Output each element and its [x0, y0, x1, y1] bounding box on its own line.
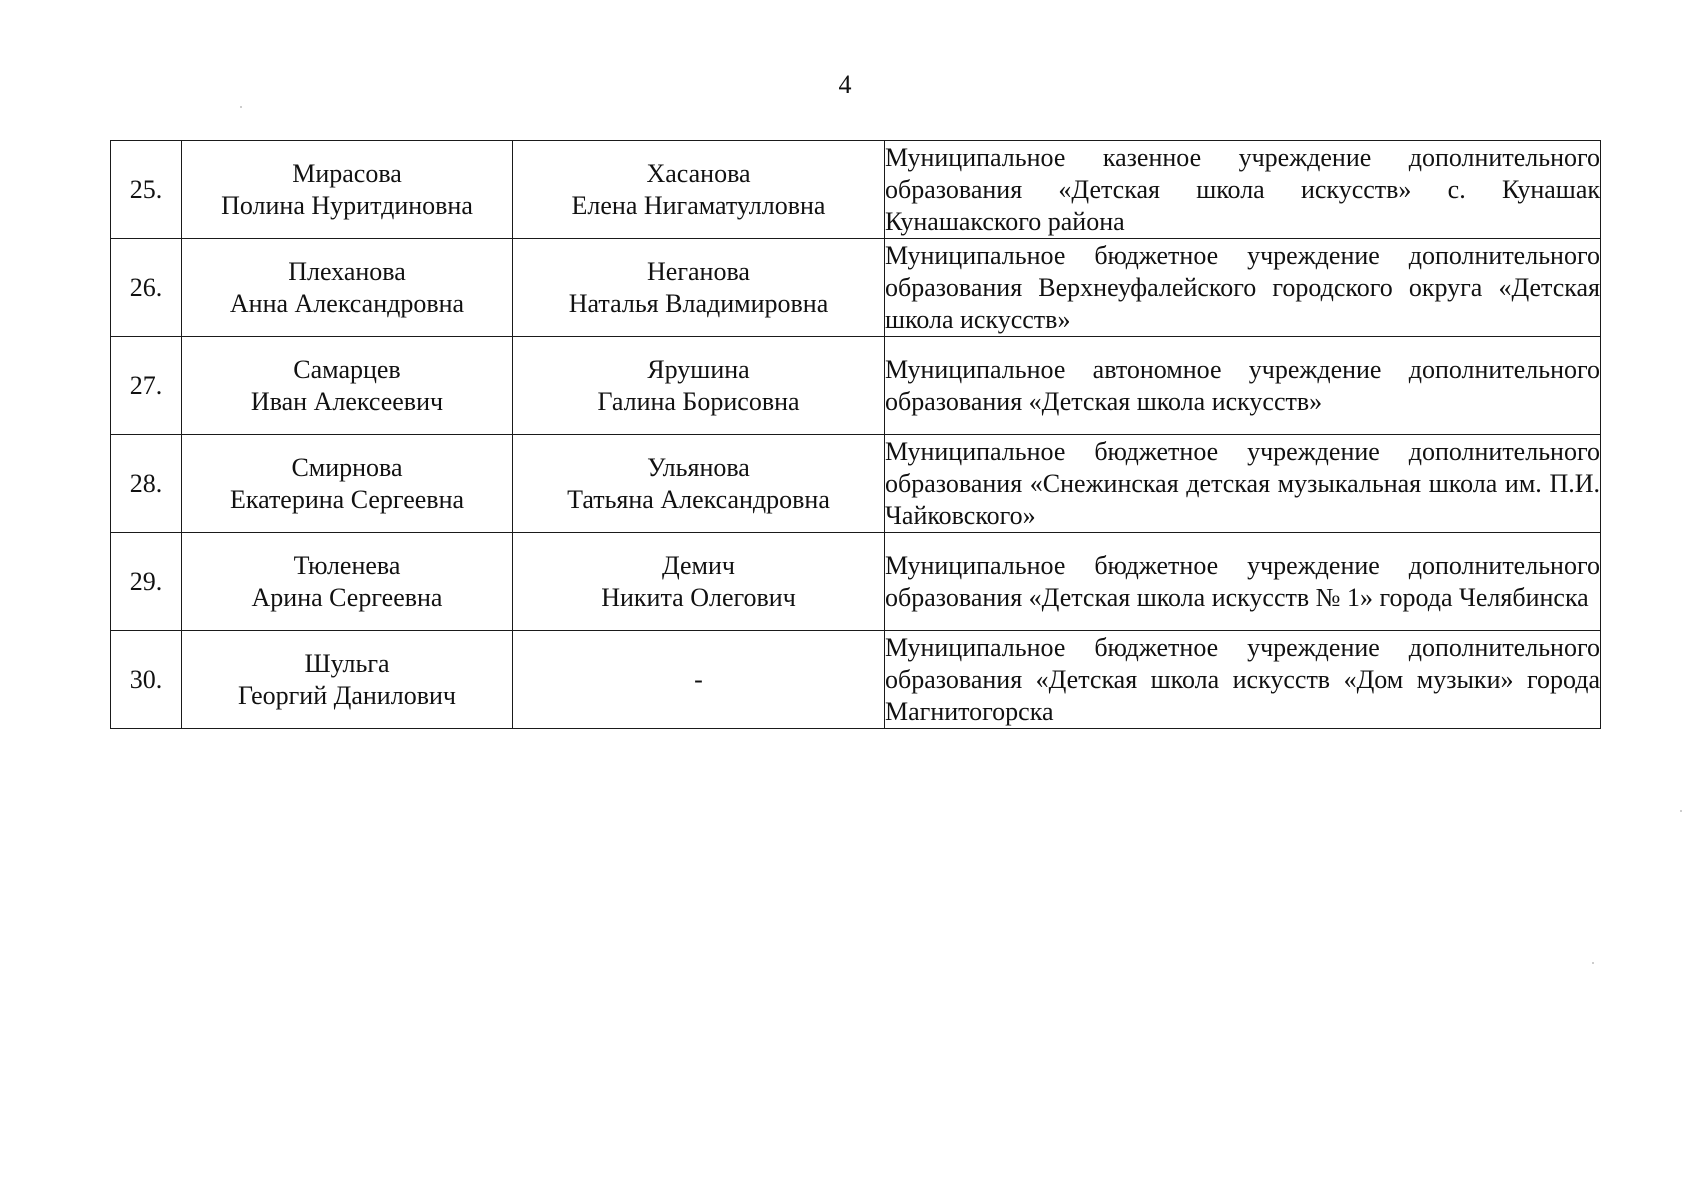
- organization-cell: [885, 435, 1601, 533]
- teacher-surname: Неганова: [647, 256, 750, 286]
- teacher-surname: Хасанова: [646, 158, 751, 188]
- teacher-given-names: Елена Нигаматулловна: [571, 190, 826, 220]
- scan-speck: [240, 106, 242, 108]
- scan-speck: [1680, 810, 1682, 812]
- participant-surname: Шульга: [304, 648, 390, 678]
- teacher-given-names: Никита Олегович: [601, 582, 796, 612]
- teacher-given-names: Наталья Владимировна: [568, 288, 829, 318]
- page-number: 4: [838, 70, 852, 99]
- table-row: [111, 533, 1601, 631]
- participant-given-names: Екатерина Сергеевна: [229, 484, 465, 514]
- scan-speck: [1592, 962, 1594, 964]
- organization-cell: [885, 337, 1601, 435]
- teacher-surname: Ульянова: [647, 452, 750, 482]
- teacher-cell: [513, 631, 885, 729]
- table-row: [111, 239, 1601, 337]
- row-number: 25.: [111, 141, 182, 239]
- participants-table-wrapper: [110, 140, 1600, 729]
- participant-given-names: Анна Александровна: [229, 288, 465, 318]
- row-number: 30.: [111, 631, 182, 729]
- participant-surname: Плеханова: [288, 256, 406, 286]
- table-row: [111, 141, 1601, 239]
- organization-name: Муниципальное бюджетное учреждение дополнительного образования Верхнеуфалейского городского округа «Детская школа искусств»: [885, 240, 1600, 334]
- participants-table: [110, 140, 1601, 729]
- participant-surname: Смирнова: [291, 452, 403, 482]
- organization-name: Муниципальное бюджетное учреждение дополнительного образования «Снежинская детская музыкальная школа им. П.И. Чайковского»: [885, 436, 1600, 530]
- teacher-cell: [513, 533, 885, 631]
- participant-surname: Самарцев: [293, 354, 401, 384]
- row-number: 27.: [111, 337, 182, 435]
- participant-cell: [182, 337, 513, 435]
- teacher-cell: [513, 337, 885, 435]
- participant-cell: [182, 239, 513, 337]
- participant-given-names: Иван Алексеевич: [250, 386, 444, 416]
- teacher-given-names: Галина Борисовна: [597, 386, 800, 416]
- teacher-cell: [513, 141, 885, 239]
- organization-name: Муниципальное автономное учреждение дополнительного образования «Детская школа искусств»: [885, 354, 1600, 416]
- participant-given-names: Полина Нуритдиновна: [221, 190, 473, 220]
- participant-given-names: Арина Сергеевна: [251, 582, 443, 612]
- teacher-cell: [513, 435, 885, 533]
- table-row: [111, 337, 1601, 435]
- table-row: [111, 631, 1601, 729]
- participant-cell: [182, 141, 513, 239]
- row-number: 26.: [111, 239, 182, 337]
- teacher-surname: Демич: [661, 550, 736, 580]
- participant-cell: [182, 435, 513, 533]
- teacher-surname: Ярушина: [647, 354, 750, 384]
- participant-surname: Мирасова: [292, 158, 402, 188]
- participant-cell: [182, 533, 513, 631]
- organization-name: Муниципальное казенное учреждение дополнительного образования «Детская школа искусств» с. Кунашак Кунашакского района: [885, 142, 1600, 236]
- teacher-cell: [513, 239, 885, 337]
- row-number: 28.: [111, 435, 182, 533]
- table-row: [111, 435, 1601, 533]
- participant-given-names: Георгий Данилович: [238, 680, 456, 710]
- organization-name: Муниципальное бюджетное учреждение дополнительного образования «Детская школа искусств «Дом музыки» города Магнитогорска: [885, 632, 1600, 726]
- organization-cell: [885, 239, 1601, 337]
- organization-cell: [885, 141, 1601, 239]
- participant-surname: Тюленева: [293, 550, 401, 580]
- participant-cell: [182, 631, 513, 729]
- teacher-given-names: Татьяна Александровна: [567, 484, 830, 514]
- teacher-surname: -: [694, 664, 703, 694]
- organization-cell: [885, 533, 1601, 631]
- organization-cell: [885, 631, 1601, 729]
- organization-name: Муниципальное бюджетное учреждение дополнительного образования «Детская школа искусств № 1» города Челябинска: [885, 550, 1600, 612]
- row-number: 29.: [111, 533, 182, 631]
